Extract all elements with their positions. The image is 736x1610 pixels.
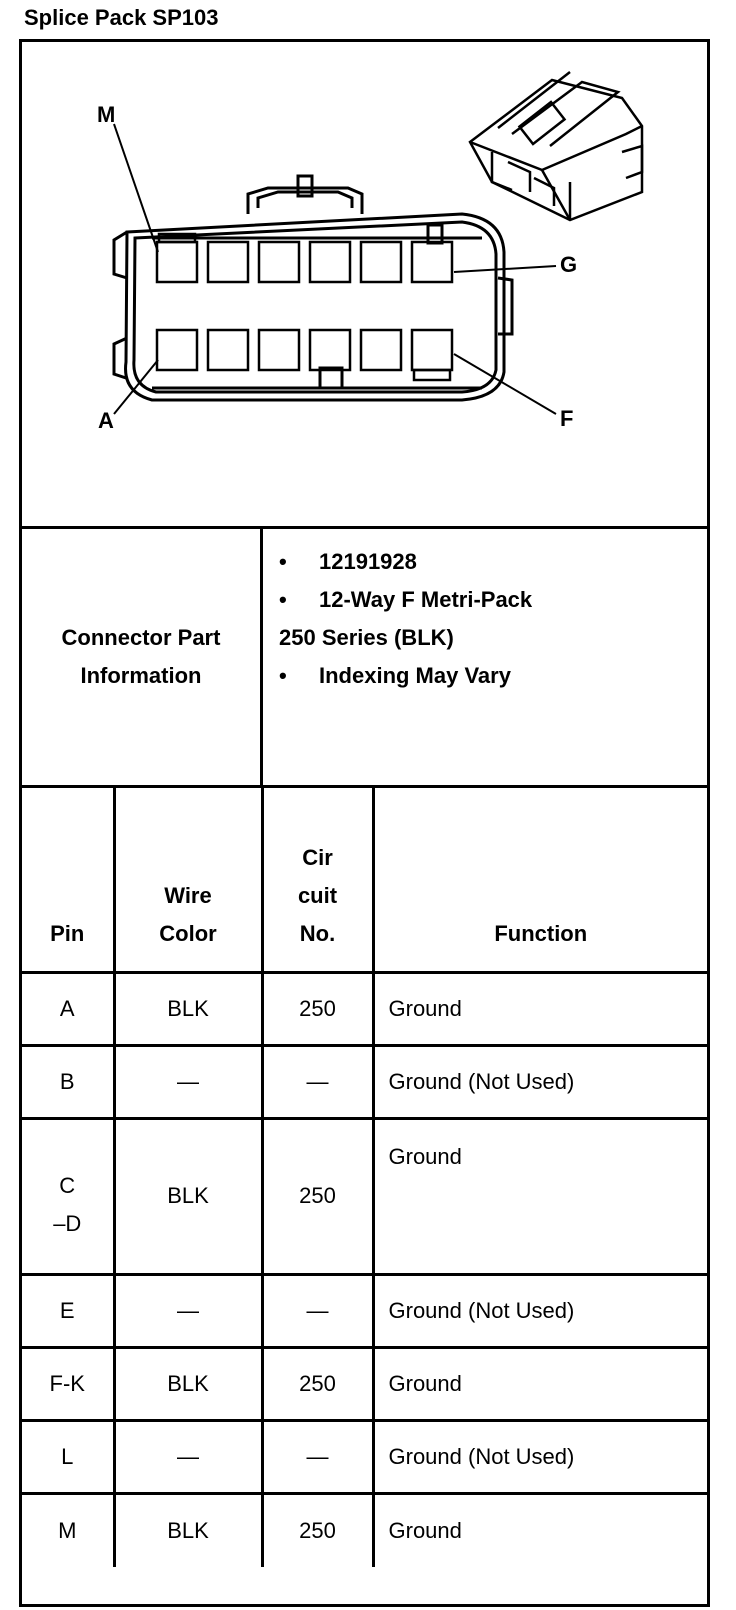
circuit-cell: 250 <box>262 972 373 1045</box>
connector-part-information-details <box>279 543 532 695</box>
callout-a: A <box>98 408 114 433</box>
circuit-cell: — <box>262 1045 373 1118</box>
circuit-cell: — <box>262 1274 373 1347</box>
connector-face-diagram <box>22 42 707 526</box>
function-cell: Ground (Not Used) <box>373 1045 707 1118</box>
wire-color-cell: BLK <box>114 1347 262 1420</box>
pin-cell: A <box>22 972 114 1045</box>
wire-color-cell: — <box>114 1274 262 1347</box>
circuit-cell: 250 <box>262 1347 373 1420</box>
table-header-row <box>22 788 707 972</box>
connector-part-information-label: Connector Part Information <box>22 529 263 785</box>
circuit-cell: 250 <box>262 1118 373 1274</box>
table-row <box>22 972 707 1045</box>
page-title: Splice Pack SP103 <box>24 5 219 30</box>
indexing-line: • Indexing May Vary <box>279 663 511 688</box>
callout-m: M <box>97 102 116 127</box>
function-cell: Ground (Not Used) <box>373 1274 707 1347</box>
table-row <box>22 1493 707 1567</box>
table-row <box>22 1420 707 1493</box>
pin-cell: B <box>22 1045 114 1118</box>
connector-illustration <box>22 42 707 529</box>
connector-part-information-row <box>22 529 707 788</box>
bottom-cavity-row <box>157 330 452 380</box>
table-row <box>22 1118 707 1274</box>
circuit-cell: — <box>262 1420 373 1493</box>
pin-cell: E <box>22 1274 114 1347</box>
circuit-cell: 250 <box>262 1493 373 1567</box>
function-cell: Ground <box>373 972 707 1045</box>
pin-cell: M <box>22 1493 114 1567</box>
connector-3d-thumbnail <box>470 72 642 220</box>
function-cell: Ground <box>373 1118 707 1274</box>
series-line: 250 Series (BLK) <box>279 625 454 650</box>
top-cavity-row <box>157 234 452 282</box>
part-number-line: • 12191928 <box>279 549 417 574</box>
header-function: Function <box>373 788 707 972</box>
function-cell: Ground (Not Used) <box>373 1420 707 1493</box>
callout-g: G <box>560 252 578 277</box>
header-wire-color: Wire Color <box>114 788 262 972</box>
table-row <box>22 1274 707 1347</box>
pin-cell: L <box>22 1420 114 1493</box>
pin-cell: C –D <box>22 1118 114 1274</box>
function-cell: Ground <box>373 1347 707 1420</box>
header-circuit-number: Cir cuit No. <box>262 788 373 972</box>
function-cell: Ground <box>388 1517 462 1543</box>
wire-color-cell: — <box>114 1045 262 1118</box>
callout-f: F <box>560 406 574 431</box>
wire-color-cell: BLK <box>114 1118 262 1274</box>
connector-table-frame <box>19 39 710 1607</box>
wire-color-cell: BLK <box>114 972 262 1045</box>
header-pin: Pin <box>22 788 114 972</box>
table-row <box>22 1045 707 1118</box>
pin-table <box>22 788 707 1567</box>
wire-color-cell: — <box>114 1420 262 1493</box>
wire-color-cell: BLK <box>114 1493 262 1567</box>
pin-cell: F-K <box>22 1347 114 1420</box>
connector-type-line: • 12-Way F Metri-Pack <box>279 587 533 612</box>
table-row <box>22 1347 707 1420</box>
